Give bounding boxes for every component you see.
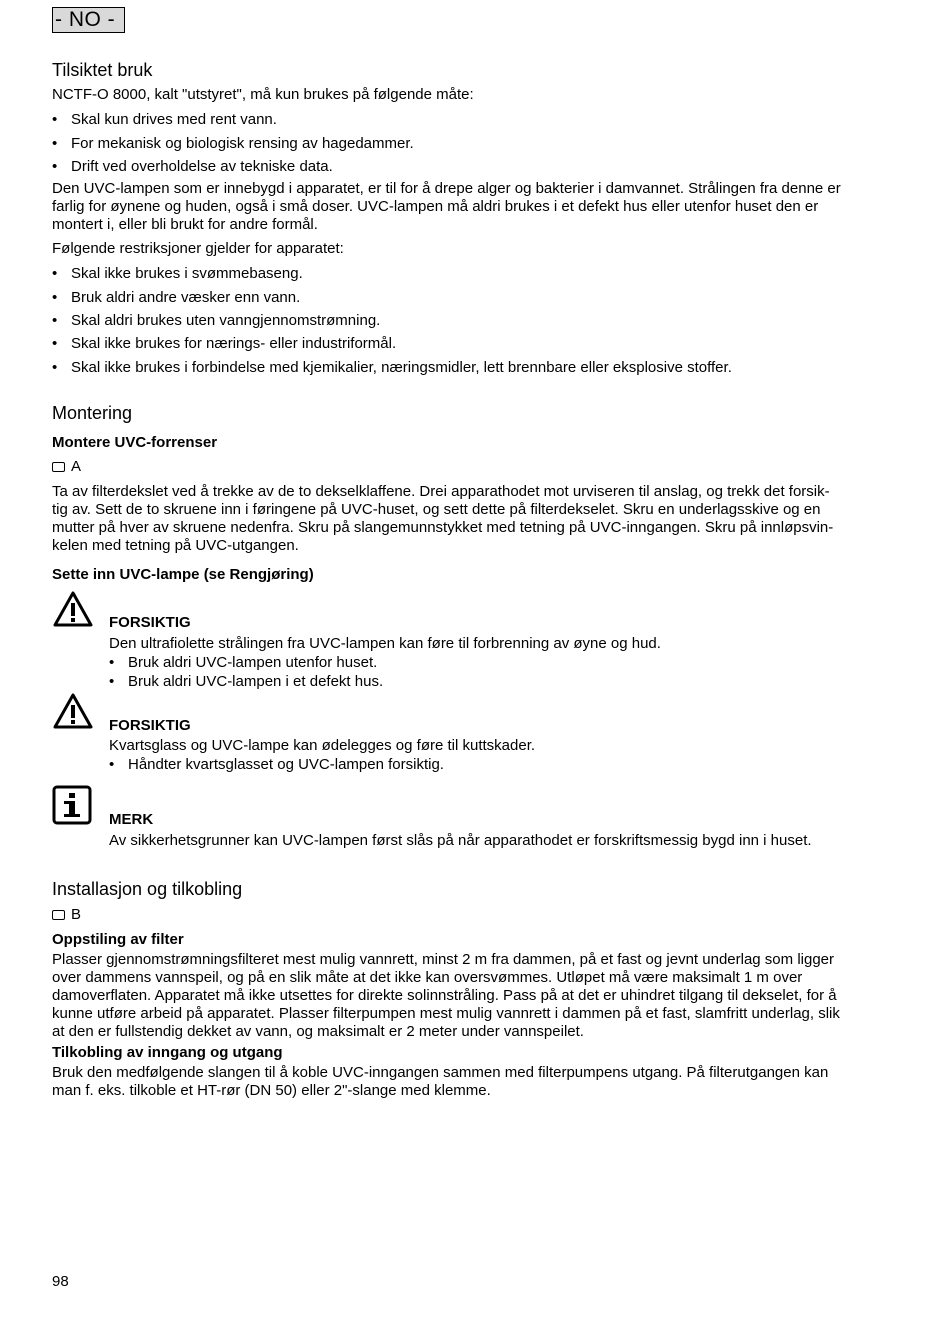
- bullet-icon: •: [52, 359, 58, 376]
- figure-reference: A: [52, 458, 81, 476]
- page-number: 98: [52, 1273, 69, 1290]
- note-text: Av sikkerhetsgrunner kan UVC-lampen først slås på når apparathodet er forskriftsmessig bygd inn i huset.: [109, 832, 812, 849]
- caution-text: Den ultrafiolette strålingen fra UVC-lampen kan føre til forbrenning av øyne og hud.: [109, 635, 661, 652]
- subheading-connection: Tilkobling av inngang og utgang: [52, 1044, 283, 1061]
- caution-text: Kvartsglass og UVC-lampe kan ødelegges og føre til kuttskader.: [109, 737, 536, 754]
- mounting-paragraph-line: mutter på hver av skruene nedenfra. Skru på slangemunnstykket med tetning på UVC-inngangen. Skru på innløpsvin-: [52, 519, 834, 536]
- bullet-icon: •: [109, 654, 115, 671]
- mounting-paragraph-line: Ta av filterdekslet ved å trekke av de to dekselklaffene. Drei apparathodet mot urviseren til anslag, og trekk det forsik-: [52, 483, 830, 500]
- installation-paragraph-line: kunne utføre arbeid på apparatet. Plasser filterpumpen mest mulig vannrett i dammen på et fast, slamfritt underlag, slik: [52, 1005, 840, 1022]
- heading-intended-use: Tilsiktet bruk: [52, 60, 153, 80]
- intended-use-intro: NCTF-O 8000, kalt "utstyret", må kun brukes på følgende måte:: [52, 86, 474, 103]
- bullet-icon: •: [52, 158, 58, 175]
- bullet-icon: •: [52, 111, 58, 128]
- subheading-mount-uvc: Montere UVC-forrenser: [52, 434, 218, 451]
- heading-mounting: Montering: [52, 403, 133, 423]
- figure-ref-icon: [52, 910, 65, 920]
- bullet-icon: •: [109, 756, 115, 773]
- mounting-paragraph-line: kelen med tetning på UVC-utgangen.: [52, 537, 299, 554]
- installation-paragraph-line: over dammens vannspeil, og på en slik måte at det ikke kan oversvømmes. Utløpet må være maksimalt 1 m over: [52, 969, 803, 986]
- language-tag: - NO -: [52, 7, 125, 33]
- warning-icon: [52, 692, 94, 730]
- bullet-icon: •: [52, 265, 58, 282]
- info-icon: [52, 785, 92, 825]
- uvc-paragraph-line: farlig for øynene og huden, også i små doser. UVC-lampen må aldri brukes i et defekt hus eller utenfor huset den er: [52, 198, 819, 215]
- uvc-paragraph-line: montert i, eller bli brukt for andre formål.: [52, 216, 318, 233]
- bullet-icon: •: [52, 335, 58, 352]
- figure-reference: B: [52, 906, 81, 924]
- bullet-icon: •: [52, 135, 58, 152]
- installation-paragraph-line: damoverflaten. Apparatet må ikke utsettes for direkte solinnstråling. Pass på at det er uhindret tilgang til dekselet, for å: [52, 987, 837, 1004]
- caution-title: FORSIKTIG: [109, 614, 191, 631]
- connection-paragraph-line: man f. eks. tilkoble et HT-rør (DN 50) eller 2"-slange med klemme.: [52, 1082, 491, 1099]
- restrictions-intro: Følgende restriksjoner gjelder for apparatet:: [52, 240, 344, 257]
- bullet-icon: •: [109, 673, 115, 690]
- note-title: MERK: [109, 811, 154, 828]
- bullet-icon: •: [52, 289, 58, 306]
- subheading-filter-setup: Oppstiling av filter: [52, 931, 184, 948]
- uvc-paragraph-line: Den UVC-lampen som er innebygd i apparatet, er til for å drepe alger og bakterier i damvannet. Strålingen fra denne er: [52, 180, 841, 197]
- subheading-insert-lamp: Sette inn UVC-lampe (se Rengjøring): [52, 566, 314, 583]
- heading-installation: Installasjon og tilkobling: [52, 879, 243, 899]
- figure-ref-icon: [52, 462, 65, 472]
- caution-title: FORSIKTIG: [109, 717, 191, 734]
- warning-icon: [52, 590, 94, 628]
- installation-paragraph-line: at den er fullstendig dekket av vann, og maksimalt er 2 meter under vannspeilet.: [52, 1023, 584, 1040]
- bullet-icon: •: [52, 312, 58, 329]
- connection-paragraph-line: Bruk den medfølgende slangen til å koble UVC-inngangen sammen med filterpumpens utgang. På filterutgangen kan: [52, 1064, 829, 1081]
- mounting-paragraph-line: tig av. Sett de to skruene inn i føringene på UVC-huset, og sett dette på filterdekselet. Skru en underlagsskive og en: [52, 501, 821, 518]
- installation-paragraph-line: Plasser gjennomstrømningsfilteret mest mulig vannrett, minst 2 m fra dammen, på et fast og jevnt underlag som ligger: [52, 951, 834, 968]
